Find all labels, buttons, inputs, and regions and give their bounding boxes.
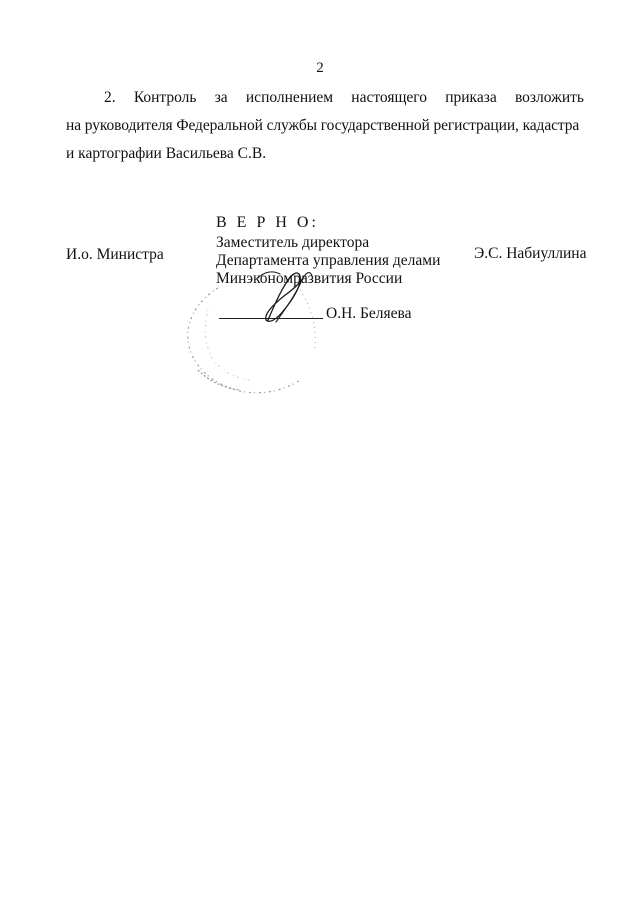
paragraph-line-2: на руководителя Федеральной службы государственной регистрации, кадастра <box>66 117 580 134</box>
paragraph-word: 2. <box>104 89 116 106</box>
signature-icon <box>240 262 330 332</box>
signatory-position: И.о. Министра <box>66 246 164 263</box>
certification-title-line-2: Департамента управления делами <box>216 252 441 269</box>
paragraph-line-1 <box>66 88 584 108</box>
page-number: 2 <box>316 60 324 76</box>
certifier-name: О.Н. Беляева <box>326 305 412 322</box>
paragraph-line-3: и картографии Васильева С.В. <box>66 145 267 162</box>
paragraph-word: приказа <box>445 89 497 106</box>
paragraph-word: настоящего <box>351 89 428 106</box>
certification-title-line-3: Минэкономразвития России <box>216 270 403 287</box>
paragraph-word: Контроль <box>133 89 197 106</box>
paragraph-word: за <box>214 89 228 106</box>
paragraph-word: возложить <box>514 89 584 106</box>
certification-heading: В Е Р Н О: <box>216 214 319 231</box>
certification-title-line-1: Заместитель директора <box>216 234 370 251</box>
signatory-name: Э.С. Набиуллина <box>474 245 587 262</box>
paragraph-word: исполнением <box>245 89 334 106</box>
